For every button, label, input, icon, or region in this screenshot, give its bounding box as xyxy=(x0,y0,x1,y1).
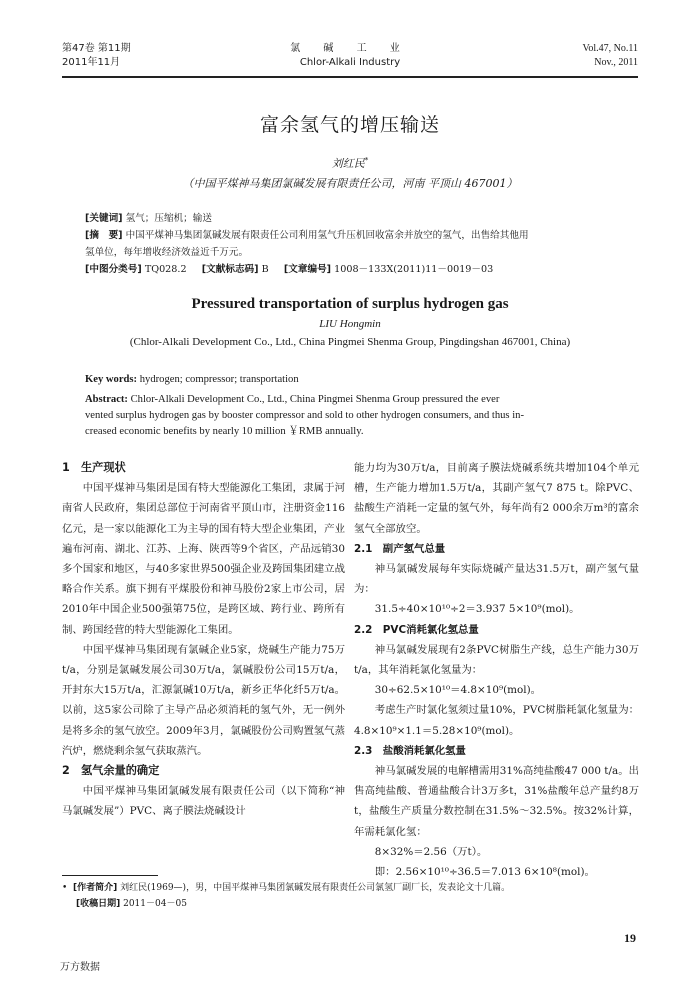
header-volume-cn: 第47卷 第11期 xyxy=(62,43,131,54)
clc-value: TQ028.2 xyxy=(144,264,187,275)
abstract-text: 中国平煤神马集团氯碱发展有限责任公司利用氢气升压机回收富余并放空的氢气，出售给其他用 xyxy=(125,230,529,241)
classification-line xyxy=(85,261,614,278)
header-vol-no: Vol.47, No.11 xyxy=(582,43,638,54)
affiliation-cn: （中国平煤神马集团氯碱发展有限责任公司，河南 平顶山 467001） xyxy=(182,177,518,190)
abstract-en-text: Chlor-Alkali Development Co., Ltd., China Pingmei Shenma Group pressured the ever xyxy=(130,394,500,405)
footnotes xyxy=(62,880,638,912)
abstract-en-label: Abstract: xyxy=(85,394,128,405)
keywords-en-label: Key words: xyxy=(85,374,138,385)
paragraph: 中国平煤神马集团是国有特大型能源化工集团，隶属于河南省人民政府，集团总部位于河南省平顶山市，注册资金116亿元，是一家以能源化工为主导的国有特大型企业集团，产业遍布河南、湖北、江苏、上海、陕西等9个省区，产品远销30多个国家和地区，与40多家世界500强企业及跨国集团建立战略合作关系。旗下拥有平煤股份和神马股份2家上市公司，居2010年中国企业500强第75位，是跨区域、跨行业、跨所有制、跨国经营的特大型能源化工集团。 xyxy=(62,482,345,636)
author-bio: • [作者简介] 刘红民(1969—)，男，中国平煤神马集团氯碱发展有限责任公司氯氢厂副厂长，发表论文十几篇。 xyxy=(62,883,511,893)
subsection-heading-2-3: 2.3 盐酸消耗氯化氢量 xyxy=(354,744,466,757)
header-date-cn: 2011年11月 xyxy=(62,57,121,68)
author-footnote-mark: * xyxy=(364,156,369,165)
bio-label: [作者简介] xyxy=(73,883,118,893)
paragraph: 考虑生产时氯化氢须过量10%，PVC树脂耗氯化氢量为：4.8×10⁹×1.1＝5.28×10⁹(mol)。 xyxy=(354,704,639,737)
date-value: 2011－04－05 xyxy=(123,899,187,909)
body-column-left xyxy=(62,458,345,822)
paragraph: 神马氯碱发展现有2条PVC树脂生产线，总生产能力30万t/a，其年消耗氯化氢量为： xyxy=(354,643,639,677)
paragraph: 能力均为30万t/a，目前离子膜法烧碱系统共增加104个单元槽，生产能力增加1.5万t/a，其副产氢气7 875 t。除PVC、盐酸生产消耗一定量的氢气外，每年尚有2 000余万m³的富余氢气全部放空。 xyxy=(354,462,639,535)
watermark: 万方数据 xyxy=(60,962,100,973)
article-title: 富余氢气的增压输送 xyxy=(259,114,440,136)
bio-text: 刘红民(1969—)，男，中国平煤神马集团氯碱发展有限责任公司氯氢厂副厂长，发表论文十几篇。 xyxy=(120,883,511,893)
received-date xyxy=(62,896,638,912)
keywords-en-text: hydrogen; compressor; transportation xyxy=(139,374,299,385)
author-cn xyxy=(0,155,700,171)
doc-code-label: [文献标志码] xyxy=(201,264,259,275)
doc-code-value: B xyxy=(261,264,269,275)
header-volume-en xyxy=(582,42,638,70)
keywords-en xyxy=(85,372,614,388)
author-en: LIU Hongmin xyxy=(319,318,381,330)
abstract-label: [摘 要] xyxy=(85,230,123,241)
paragraph: 中国平煤神马集团氯碱发展有限责任公司（以下简称“神马氯碱发展”）PVC、离子膜法烧碱设计 xyxy=(62,785,345,818)
keywords-label: [关键词] xyxy=(85,213,123,224)
subsection-heading-2-2: 2.2 PVC消耗氯化氢总量 xyxy=(354,623,479,636)
running-header xyxy=(62,40,638,78)
body-column-right xyxy=(354,458,639,882)
abstract-cn xyxy=(85,210,614,278)
article-title-en: Pressured transportation of surplus hydrogen gas xyxy=(191,296,509,312)
subsection-heading-2-1: 2.1 副产氢气总量 xyxy=(354,542,446,555)
section-heading-1: 1 生产现状 xyxy=(62,461,126,474)
article-no-label: [文章编号] xyxy=(283,264,332,275)
header-journal-en: Chlor-Alkali Industry xyxy=(299,57,401,68)
paragraph: 神马氯碱发展的电解槽需用31%高纯盐酸47 000 t/a。出售高纯盐酸、普通盐酸合计3万多t，31%盐酸年总产量约8万t，盐酸生产质量分数控制在31.5%～32.5%。按32%计算，年需耗氯化氢： xyxy=(354,765,639,838)
section-heading-2: 2 氢气余量的确定 xyxy=(62,764,160,778)
abstract-en-line: vented surplus hydrogen gas by booster compressor and sold to other hydrogen consumers, and thus in- xyxy=(85,410,524,421)
header-journal-name xyxy=(62,42,638,70)
date-label: [收稿日期] xyxy=(76,899,121,909)
abstract-en xyxy=(85,372,614,440)
author-name: 刘红民 xyxy=(331,157,365,170)
paragraph: 中国平煤神马集团现有氯碱企业5家，烧碱生产能力75万t/a，分别是氯碱发展公司30万t/a，氯碱股份公司15万t/a，开封东大15万t/a，汇源氯碱10万t/a，新乡正华化纤5万t/a。以前，这5家公司除了主导产品必须消耗的氢气外，无一例外是将多余的氢气放空。2009年3月，氯碱股份公司购置氢气蒸汽炉，燃烧剩余氢气获取蒸汽。 xyxy=(62,643,345,757)
header-date-en: Nov., 2011 xyxy=(594,57,638,68)
page-number: 19 xyxy=(624,931,636,945)
formula: 30÷62.5×10¹⁰＝4.8×10⁹(mol)。 xyxy=(374,684,542,697)
abstract-cn-line: 氢单位，每年增收经济效益近千万元。 xyxy=(85,247,249,258)
abstract-en-line: creased economic benefits by nearly 10 million ￥RMB annually. xyxy=(85,426,364,437)
formula: 8×32%＝2.56（万t）。 xyxy=(374,845,488,858)
keywords-text: 氢气；压缩机；输送 xyxy=(125,213,212,224)
footnote-divider xyxy=(62,875,158,876)
abstract-cn-line xyxy=(85,227,614,244)
keywords-cn xyxy=(85,210,614,227)
affiliation-en: (Chlor-Alkali Development Co., Ltd., China Pingmei Shenma Group, Pingdingshan 467001, China) xyxy=(129,336,571,348)
formula: 即：2.56×10¹⁰÷36.5＝7.013 6×10⁸(mol)。 xyxy=(374,866,595,879)
abstract-en-line xyxy=(85,392,614,408)
clc-label: [中图分类号] xyxy=(85,264,142,275)
article-no-value: 1008－133X(2011)11－0019－03 xyxy=(334,264,494,275)
formula: 31.5÷40×10¹⁰÷2＝3.937 5×10⁹(mol)。 xyxy=(374,603,580,616)
paragraph: 神马氯碱发展每年实际烧碱产量达31.5万t，副产氢气量为： xyxy=(354,563,639,596)
header-journal-cn: 氯 碱 工 业 xyxy=(290,43,410,54)
